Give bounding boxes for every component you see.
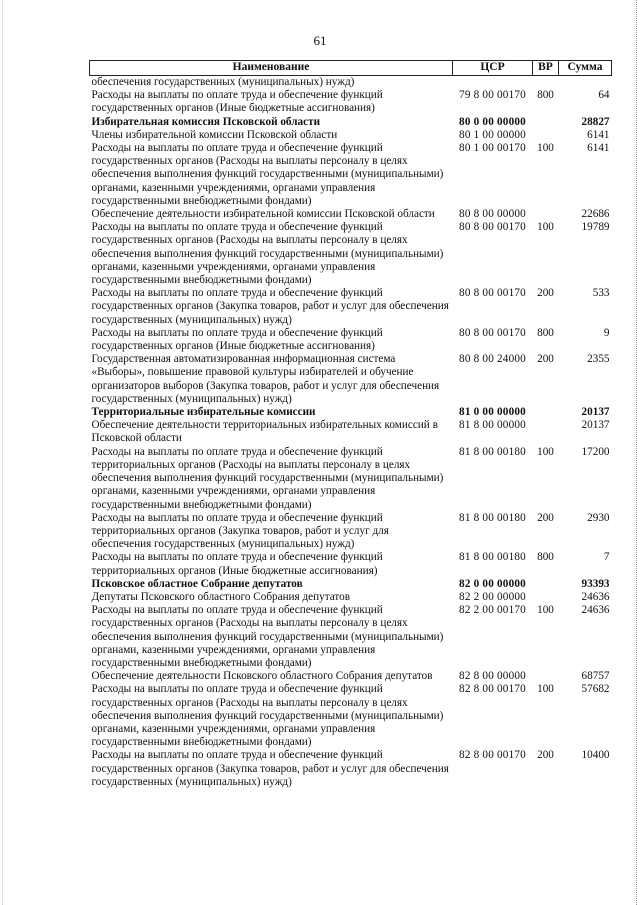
cell-name: Расходы на выплаты по оплате труда и обеспечение функций государственных органов (Расходы на выплаты персоналу в целях обеспечения выполнения функций государственными (муниципальными) органами, казенными учреждениями, органами управления государственными внебюджетными фондами)	[91, 604, 444, 669]
cell-vr: 200	[537, 287, 554, 300]
cell-vr	[533, 208, 559, 221]
table-row	[90, 591, 612, 604]
table-row	[90, 353, 612, 406]
cell-csr: 81 0 00 00000	[459, 406, 526, 419]
cell-csr: 79 8 00 00170	[459, 89, 526, 102]
cell-csr: 82 0 00 00000	[459, 577, 526, 590]
table-row	[90, 749, 612, 789]
cell-vr	[533, 406, 559, 419]
table-row	[90, 116, 612, 129]
table-row	[90, 512, 612, 552]
cell-csr: 81 8 00 00000	[459, 419, 526, 432]
cell-csr: 80 0 00 00000	[459, 115, 526, 128]
cell-name: Государственная автоматизированная информационная система «Выборы», повышение правовой культуры избирателей и обучение организаторов выборов (Закупка товаров, работ и услуг для обеспечения государственных (муниципальных) нужд)	[91, 353, 440, 405]
cell-vr: 100	[537, 445, 554, 458]
header-csr: ЦСР	[453, 61, 533, 76]
cell-csr: 81 8 00 00180	[459, 551, 526, 564]
cell-sum: 64	[598, 89, 610, 102]
cell-vr	[533, 670, 559, 683]
cell-vr: 100	[537, 683, 554, 696]
cell-csr: 81 8 00 00180	[459, 445, 526, 458]
cell-csr	[453, 76, 533, 90]
cell-csr: 82 2 00 00000	[459, 590, 526, 603]
cell-vr	[533, 129, 559, 142]
cell-sum: 2355	[587, 353, 610, 366]
cell-vr: 800	[537, 89, 554, 102]
cell-vr	[533, 419, 559, 445]
header-vr: ВР	[533, 61, 559, 76]
cell-vr	[533, 591, 559, 604]
table-row	[90, 327, 612, 353]
cell-name: Расходы на выплаты по оплате труда и обеспечение функций государственных органов (Расходы на выплаты персоналу в целях обеспечения выполнения функций государственными (муниципальными) органами, казенными учреждениями, органами управления государственными внебюджетными фондами)	[91, 683, 444, 749]
cell-vr	[533, 116, 559, 129]
cell-sum: 24636	[581, 604, 610, 617]
table-body	[90, 76, 612, 789]
table-header	[90, 61, 612, 76]
cell-vr: 200	[537, 511, 554, 524]
cell-sum: 28827	[581, 115, 610, 128]
cell-vr	[533, 578, 559, 591]
cell-name: Расходы на выплаты по оплате труда и обеспечение функций государственных органов (Закупка товаров, работ и услуг для обеспечения государственных (муниципальных) нужд)	[91, 749, 449, 788]
cell-name: Расходы на выплаты по оплате труда и обеспечение функций государственных органов (Расходы на выплаты персоналу в целях обеспечения выполнения функций государственными (муниципальными) органами, казенными учреждениями, органами управления государственными внебюджетными фондами)	[91, 142, 444, 207]
cell-name: Расходы на выплаты по оплате труда и обеспечение функций государственных органов (Иные бюджетные ассигнования)	[91, 326, 383, 353]
table-row	[90, 142, 612, 208]
cell-name: Обеспечение деятельности избирательной комиссии Псковской области	[91, 208, 435, 221]
cell-name: Расходы на выплаты по оплате труда и обеспечение функций государственных органов (Закупка товаров, работ и услуг для обеспечения государственных (муниципальных) нужд)	[91, 287, 449, 326]
cell-csr: 80 8 00 24000	[459, 353, 526, 366]
cell-sum: 6141	[587, 128, 610, 141]
cell-csr: 80 1 00 00170	[459, 142, 526, 155]
cell-sum: 7	[603, 551, 610, 564]
cell-name: Депутаты Псковского областного Собрания депутатов	[91, 590, 351, 603]
cell-vr: 100	[537, 604, 554, 617]
cell-csr: 80 1 00 00000	[459, 128, 526, 141]
header-name: Наименование	[90, 61, 453, 76]
cell-sum: 68757	[581, 670, 610, 683]
cell-name: Обеспечение деятельности территориальных избирательных комиссий в Псковской области	[91, 419, 438, 445]
cell-csr: 80 8 00 00170	[459, 287, 526, 300]
table-row	[90, 446, 612, 512]
table-row	[90, 76, 612, 90]
cell-sum: 24636	[581, 590, 610, 603]
table-row	[90, 89, 612, 115]
cell-sum: 533	[592, 287, 610, 300]
budget-table	[89, 60, 612, 789]
cell-vr: 200	[537, 353, 554, 366]
table-row	[90, 670, 612, 683]
cell-csr: 80 8 00 00170	[459, 326, 526, 339]
cell-name: Обеспечение деятельности Псковского областного Собрания депутатов	[91, 670, 433, 683]
table-row	[90, 551, 612, 577]
cell-sum: 6141	[587, 142, 610, 155]
cell-vr: 800	[537, 326, 554, 339]
cell-sum: 17200	[581, 445, 610, 458]
table-row	[90, 129, 612, 142]
cell-csr: 82 8 00 00170	[459, 683, 526, 696]
cell-sum: 2930	[587, 511, 610, 524]
cell-csr: 82 8 00 00000	[459, 670, 526, 683]
page-number: 61	[313, 33, 327, 48]
cell-sum: 10400	[581, 749, 610, 762]
cell-sum	[559, 76, 612, 90]
cell-sum: 57682	[581, 683, 610, 696]
cell-name: Территориальные избирательные комиссии	[91, 406, 316, 419]
table-row	[90, 604, 612, 670]
table-row	[90, 419, 612, 445]
cell-vr: 800	[537, 551, 554, 564]
cell-csr: 80 8 00 00170	[459, 221, 526, 234]
cell-name: Расходы на выплаты по оплате труда и обеспечение функций территориальных органов (Расходы на выплаты персоналу в целях обеспечения выполнения функций государственными (муниципальными) органами, казенными учреждениями, органами управления государственными внебюджетными фондами)	[91, 445, 444, 511]
table-row	[90, 683, 612, 749]
cell-vr	[533, 76, 559, 90]
cell-name: Расходы на выплаты по оплате труда и обеспечение функций территориальных органов (Закупка товаров, работ и услуг для обеспечения государственных (муниципальных) нужд)	[91, 511, 389, 551]
cell-csr: 82 2 00 00170	[459, 604, 526, 617]
cell-csr: 80 8 00 00000	[459, 208, 526, 221]
cell-csr: 81 8 00 00180	[459, 511, 526, 524]
cell-csr: 82 8 00 00170	[459, 749, 526, 762]
cell-name: обеспечения государственных (муниципальных) нужд)	[91, 76, 355, 88]
cell-sum: 9	[603, 326, 610, 339]
cell-vr: 100	[537, 221, 554, 234]
cell-name: Избирательная комиссия Псковской области	[91, 115, 321, 128]
table-row	[90, 221, 612, 287]
cell-sum: 93393	[581, 577, 610, 590]
cell-name: Расходы на выплаты по оплате труда и обеспечение функций территориальных органов (Иные бюджетные ассигнования)	[91, 551, 383, 577]
cell-sum: 19789	[581, 221, 610, 234]
table-row	[90, 208, 612, 221]
cell-sum: 22686	[581, 208, 610, 221]
scan-edge-left	[2, 0, 4, 905]
header-sum: Сумма	[559, 61, 612, 76]
cell-sum: 20137	[581, 406, 610, 419]
table-row	[90, 287, 612, 327]
table-row	[90, 406, 612, 419]
table-row	[90, 578, 612, 591]
cell-vr: 100	[537, 142, 554, 155]
cell-name: Псковское областное Собрание депутатов	[91, 577, 303, 590]
cell-name: Расходы на выплаты по оплате труда и обеспечение функций государственных органов (Расходы на выплаты персоналу в целях обеспечения выполнения функций государственными (муниципальными) органами, казенными учреждениями, органами управления государственными внебюджетными фондами)	[91, 221, 444, 287]
cell-sum: 20137	[581, 419, 610, 432]
cell-vr: 200	[537, 749, 554, 762]
scan-edge-right	[635, 0, 637, 905]
cell-name: Члены избирательной комиссии Псковской области	[91, 128, 338, 141]
cell-name: Расходы на выплаты по оплате труда и обеспечение функций государственных органов (Иные бюджетные ассигнования)	[91, 89, 383, 115]
